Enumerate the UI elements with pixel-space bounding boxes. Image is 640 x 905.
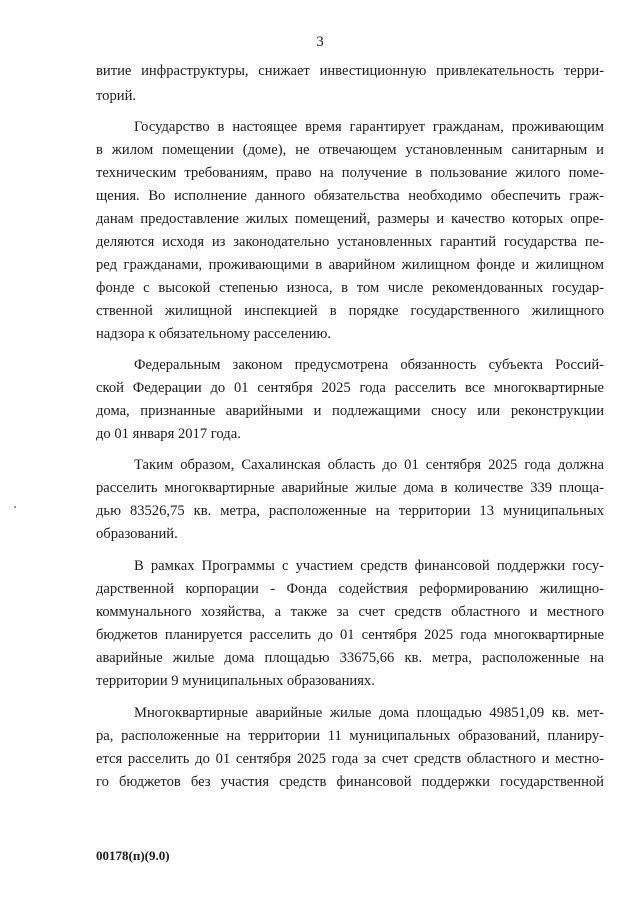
text-line: Многоквартирные аварийные жилые дома площадью 49851,09 кв. мет- (134, 705, 604, 721)
text-line: техническим требованиям, право на получение в пользование жилого поме- (96, 165, 604, 181)
text-line: торий. (96, 88, 137, 104)
text-line: витие инфраструктуры, снижает инвестиционную привлекательность терри- (96, 63, 604, 79)
text-line: Федеральным законом предусмотрена обязанность субъекта Россий- (134, 357, 604, 373)
text-line: территории 9 муниципальных образованиях. (96, 673, 375, 689)
text-line: Государство в настоящее время гарантирует гражданам, проживающим (134, 119, 604, 135)
page-number: 3 (316, 34, 324, 50)
text-line: дома, признанные аварийными и подлежащими сносу или реконструкции (96, 403, 604, 419)
text-line: дью 83526,75 кв. метра, расположенные на территории 13 муниципальных (96, 503, 604, 519)
text-line: коммунального хозяйства, а также за счет средств областного и местного (96, 604, 604, 620)
document-code: 00178(п)(9.0) (96, 848, 170, 863)
text-line: го бюджетов без участия средств финансовой поддержки государственной (96, 774, 604, 790)
text-line: ра, расположенные на территории 11 муниципальных образований, планиру- (96, 728, 604, 744)
text-line: ется расселить до 01 сентября 2025 года за счет средств областного и местно- (96, 751, 604, 767)
text-line: щения. Во исполнение данного обязательства необходимо обеспечить граж- (96, 188, 604, 204)
text-line: ственной жилищной инспекцией в порядке государственного жилищного (96, 303, 604, 319)
text-line: до 01 января 2017 года. (96, 426, 241, 442)
text-line: фонде с высокой степенью износа, в том числе рекомендованных государ- (96, 280, 604, 296)
text-line: расселить многоквартирные аварийные жилые дома в количестве 339 площа- (96, 480, 604, 496)
text-line: В рамках Программы с участием средств финансовой поддержки госу- (134, 558, 604, 574)
text-line: в жилом помещении (доме), не отвечающем установленным санитарным и (96, 142, 604, 158)
text-line: дарственной корпорации - Фонда содействия реформированию жилищно- (96, 581, 604, 597)
text-line: надзора к обязательному расселению. (96, 326, 332, 342)
text-line: бюджетов планируется расселить до 01 сентября 2025 года многоквартирные (96, 627, 604, 643)
text-line: деляются исходя из законодательно установленных гарантий государства пе- (96, 234, 604, 250)
scan-speck (14, 506, 16, 508)
text-line: Таким образом, Сахалинская область до 01 сентября 2025 года должна (134, 457, 604, 473)
text-line: образований. (96, 526, 178, 542)
text-line: ской Федерации до 01 сентября 2025 года расселить все многоквартирные (96, 380, 604, 396)
text-line: аварийные жилые дома площадью 33675,66 кв. метра, расположенные на (96, 650, 604, 666)
text-line: данам предоставление жилых помещений, размеры и качество которых опре- (96, 211, 604, 227)
text-line: ред гражданами, проживающими в аварийном жилищном фонде и жилищном (96, 257, 604, 273)
